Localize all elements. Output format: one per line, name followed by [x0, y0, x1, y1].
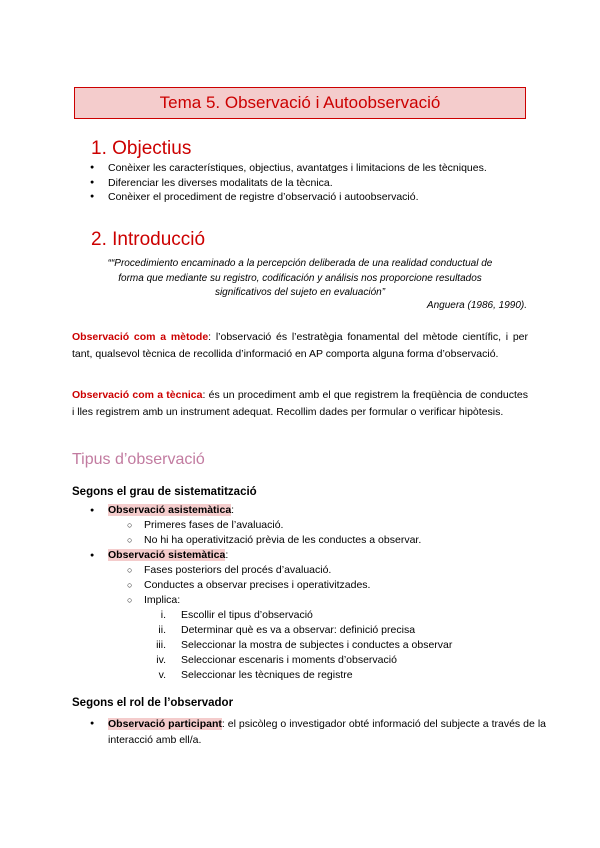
- sublist-item: ○ Conductes a observar precises i operativitzades.: [127, 579, 371, 591]
- term-asistematica: Observació asistemàtica: [108, 504, 232, 516]
- sublist-item: ○ Primeres fases de l’avaluació.: [127, 519, 284, 531]
- subheading-rol: Segons el rol de l’observador: [72, 697, 234, 709]
- objectives-list: [90, 161, 487, 205]
- quote-line: forma que mediante su registro, codificación y análisis nos proporcione resultados: [118, 272, 482, 284]
- paragraph-text: : l’observació és l’estratègia fonamental del mètode científic, i per tant, qualsevol tècnica de recollida d’informació en AP comporta alguna forma d’observació.: [72, 331, 528, 360]
- list-item-asistematica: ● Observació asistemàtica:: [90, 504, 235, 516]
- term-sistematica: Observació sistemàtica: [108, 549, 226, 561]
- quote-source: Anguera (1986, 1990).: [426, 300, 527, 311]
- sublist-item: ○ No hi ha operativització prèvia de les conductes a observar.: [127, 534, 422, 546]
- subheading-tipus: Tipus d’observació: [72, 451, 205, 468]
- numbered-item: iv. Seleccionar escenaris i moments d’observació: [156, 654, 397, 666]
- numbered-item: i. Escollir el tipus d’observació: [160, 609, 313, 621]
- list-item: ● Conèixer les característiques, objectius, avantatges i limitacions de les tècniques.: [90, 161, 487, 176]
- sublist-item: ○ Implica:: [127, 594, 181, 606]
- list-item-sistematica: ● Observació sistemàtica:: [90, 549, 229, 561]
- page-title: Tema 5. Observació i Autoobservació: [159, 93, 441, 112]
- subheading-sistematitzacio: Segons el grau de sistematització: [72, 486, 257, 498]
- quote-line: ““Procedimiento encaminado a la percepción deliberada de una realidad conductual de: [107, 258, 493, 269]
- quote-line: significativos del sujeto en evaluación”: [214, 287, 386, 298]
- numbered-item: v. Seleccionar les tècniques de registre: [158, 669, 353, 681]
- numbered-item: iii. Seleccionar la mostra de subjectes i conductes a observar: [156, 639, 453, 651]
- section-heading-introduccio: 2. Introducció: [91, 229, 206, 250]
- paragraph-metode: [72, 329, 528, 363]
- section-heading-objectius: 1. Objectius: [91, 138, 192, 159]
- list-item: ● Diferenciar les diverses modalitats de la tècnica.: [90, 176, 487, 191]
- list-item-participant: ● Observació participant: el psicòleg o investigador obté informació del subjecte a través de la interacció amb ell/a.: [90, 718, 546, 746]
- term-tecnica: Observació com a tècnica: [72, 389, 203, 401]
- numbered-item: ii. Determinar què es va a observar: definició precisa: [158, 624, 416, 636]
- paragraph-tecnica: [72, 387, 528, 421]
- term-participant: Observació participant: [108, 718, 222, 730]
- term-metode: Observació com a mètode: [72, 331, 209, 343]
- title-box: [74, 87, 526, 119]
- sublist-item: ○ Fases posteriors del procés d’avaluació.: [127, 564, 332, 576]
- paragraph-text: : és un procediment amb el que registrem la freqüència de conductes i lles registrem amb un instrument adequat. Recollim dades per formular o verificar hipòtesis.: [72, 389, 528, 418]
- list-item: ● Conèixer el procediment de registre d’observació i autoobservació.: [90, 190, 487, 205]
- quote: [72, 257, 528, 301]
